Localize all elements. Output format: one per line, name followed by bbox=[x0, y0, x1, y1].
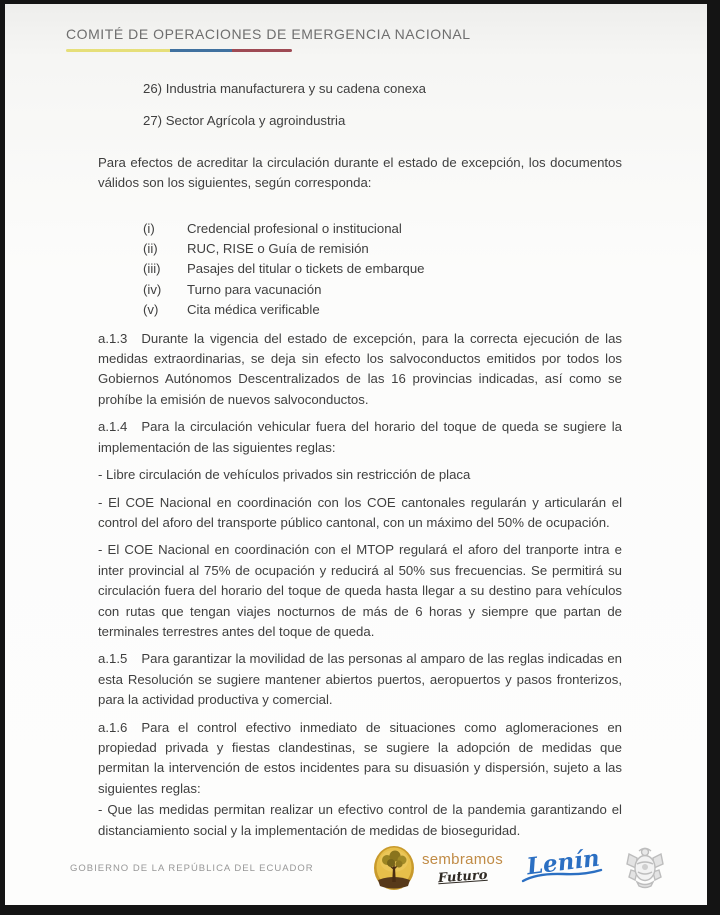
paragraph-number: a.1.5 bbox=[98, 651, 128, 667]
paragraph-a14 bbox=[98, 417, 622, 458]
paragraph-text: Para el control efectivo inmediato de situaciones como aglomeraciones en propiedad privada y fiestas clandestinas, se sugiere la adopción de medidas que permitan la intervención de estos incidentes para su disuasión y dispersión, sujeto a las siguientes reglas: bbox=[98, 719, 622, 796]
bullet-paragraph: - Que las medidas permitan realizar un efectivo control de la pandemia garantizando el distanciamiento social y la implementación de medidas de bioseguridad. bbox=[98, 802, 622, 838]
paragraph-a15 bbox=[98, 649, 622, 710]
flag-yellow-segment bbox=[66, 49, 170, 52]
sembramos-tree-icon bbox=[373, 845, 415, 891]
list-item-label: (v) bbox=[143, 302, 159, 318]
flag-red-segment bbox=[232, 49, 292, 52]
document-header bbox=[66, 26, 622, 52]
document-body bbox=[98, 79, 622, 841]
document-footer bbox=[70, 839, 667, 897]
list-item-text: Pasajes del titular o tickets de embarque bbox=[187, 261, 425, 277]
ecuador-flag-underline bbox=[66, 49, 292, 52]
list-item bbox=[143, 280, 622, 300]
page-title: COMITÉ DE OPERACIONES DE EMERGENCIA NACIONAL bbox=[66, 26, 471, 42]
paragraph-number: a.1.4 bbox=[98, 419, 128, 435]
list-item bbox=[143, 259, 622, 279]
paragraph-a16 bbox=[98, 718, 622, 800]
paragraph-number: a.1.6 bbox=[98, 719, 128, 735]
sembramos-word: sembramos bbox=[421, 851, 503, 868]
list-item-label: (i) bbox=[143, 220, 155, 236]
document-page bbox=[5, 4, 707, 905]
bullet-paragraph: - Libre circulación de vehículos privados sin restricción de placa bbox=[98, 467, 471, 483]
paragraph-a13 bbox=[98, 329, 622, 411]
lenin-signature-icon bbox=[519, 843, 607, 887]
bullet-paragraph: - El COE Nacional en coordinación con el MTOP regulará el aforo del tranporte intra e inter provincial al 75% de ocupación y reducirá al 50% sus frecuencias. Se permitirá su circulación fuera del horario del toque de queda hasta llegar a su destino para vehículos con rutas que tengan viajes nocturnos de más de 6 horas y siempre que partan de terminales terrestres antes del toque de queda. bbox=[98, 542, 622, 639]
list-item bbox=[143, 239, 622, 259]
numbered-item-26: 26) Industria manufacturera y su cadena conexa bbox=[143, 81, 426, 96]
paragraph-number: a.1.3 bbox=[98, 330, 128, 346]
list-item-label: (ii) bbox=[143, 241, 158, 257]
footer-logos bbox=[373, 844, 667, 892]
government-label: GOBIERNO DE LA REPÚBLICA DEL ECUADOR bbox=[70, 862, 314, 874]
bullet-paragraph: - El COE Nacional en coordinación con los COE cantonales regularán y articularán el control del aforo del transporte público cantonal, con un máximo del 50% de ocupación. bbox=[98, 494, 622, 530]
lenin-signature bbox=[519, 843, 607, 892]
flag-blue-segment bbox=[170, 49, 232, 52]
sembramos-wordmark bbox=[421, 851, 503, 887]
roman-list bbox=[143, 219, 622, 321]
list-item bbox=[143, 300, 622, 320]
intro-paragraph: Para efectos de acreditar la circulación durante el estado de excepción, los documentos válidos son los siguientes, según corresponda: bbox=[98, 154, 622, 191]
paragraph-text: Durante la vigencia del estado de excepción, para la correcta ejecución de las medidas extraordinarias, se deja sin efecto los salvoconductos emitidos por todos los Gobiernos Autónomos Descentralizados de las 16 provincias indicadas, así como se prohíbe la emisión de nuevos salvoconductos. bbox=[98, 330, 622, 407]
list-item-label: (iii) bbox=[143, 261, 161, 277]
list-item-label: (iv) bbox=[143, 281, 162, 297]
ecuador-coat-of-arms-icon bbox=[623, 844, 667, 892]
numbered-item-27: 27) Sector Agrícola y agroindustria bbox=[143, 113, 346, 129]
sembramos-futuro-logo bbox=[373, 845, 503, 891]
list-item-text: Cita médica verificable bbox=[187, 302, 320, 318]
svg-text:Lenín: Lenín bbox=[525, 844, 602, 880]
list-item-text: Credencial profesional o institucional bbox=[187, 220, 402, 236]
list-item-text: Turno para vacunación bbox=[187, 281, 322, 297]
paragraph-text: Para garantizar la movilidad de las personas al amparo de las reglas indicadas en esta Resolución se sugiere mantener abiertos puertos, aeropuertos y pasos fronterizos, para la actividad productiva y comercial. bbox=[98, 651, 622, 708]
futuro-word: Futuro bbox=[437, 867, 488, 887]
list-item-text: RUC, RISE o Guía de remisión bbox=[187, 241, 369, 257]
paragraph-text: Para la circulación vehicular fuera del horario del toque de queda se sugiere la implementación de las siguientes reglas: bbox=[98, 419, 622, 455]
list-item bbox=[143, 219, 622, 239]
